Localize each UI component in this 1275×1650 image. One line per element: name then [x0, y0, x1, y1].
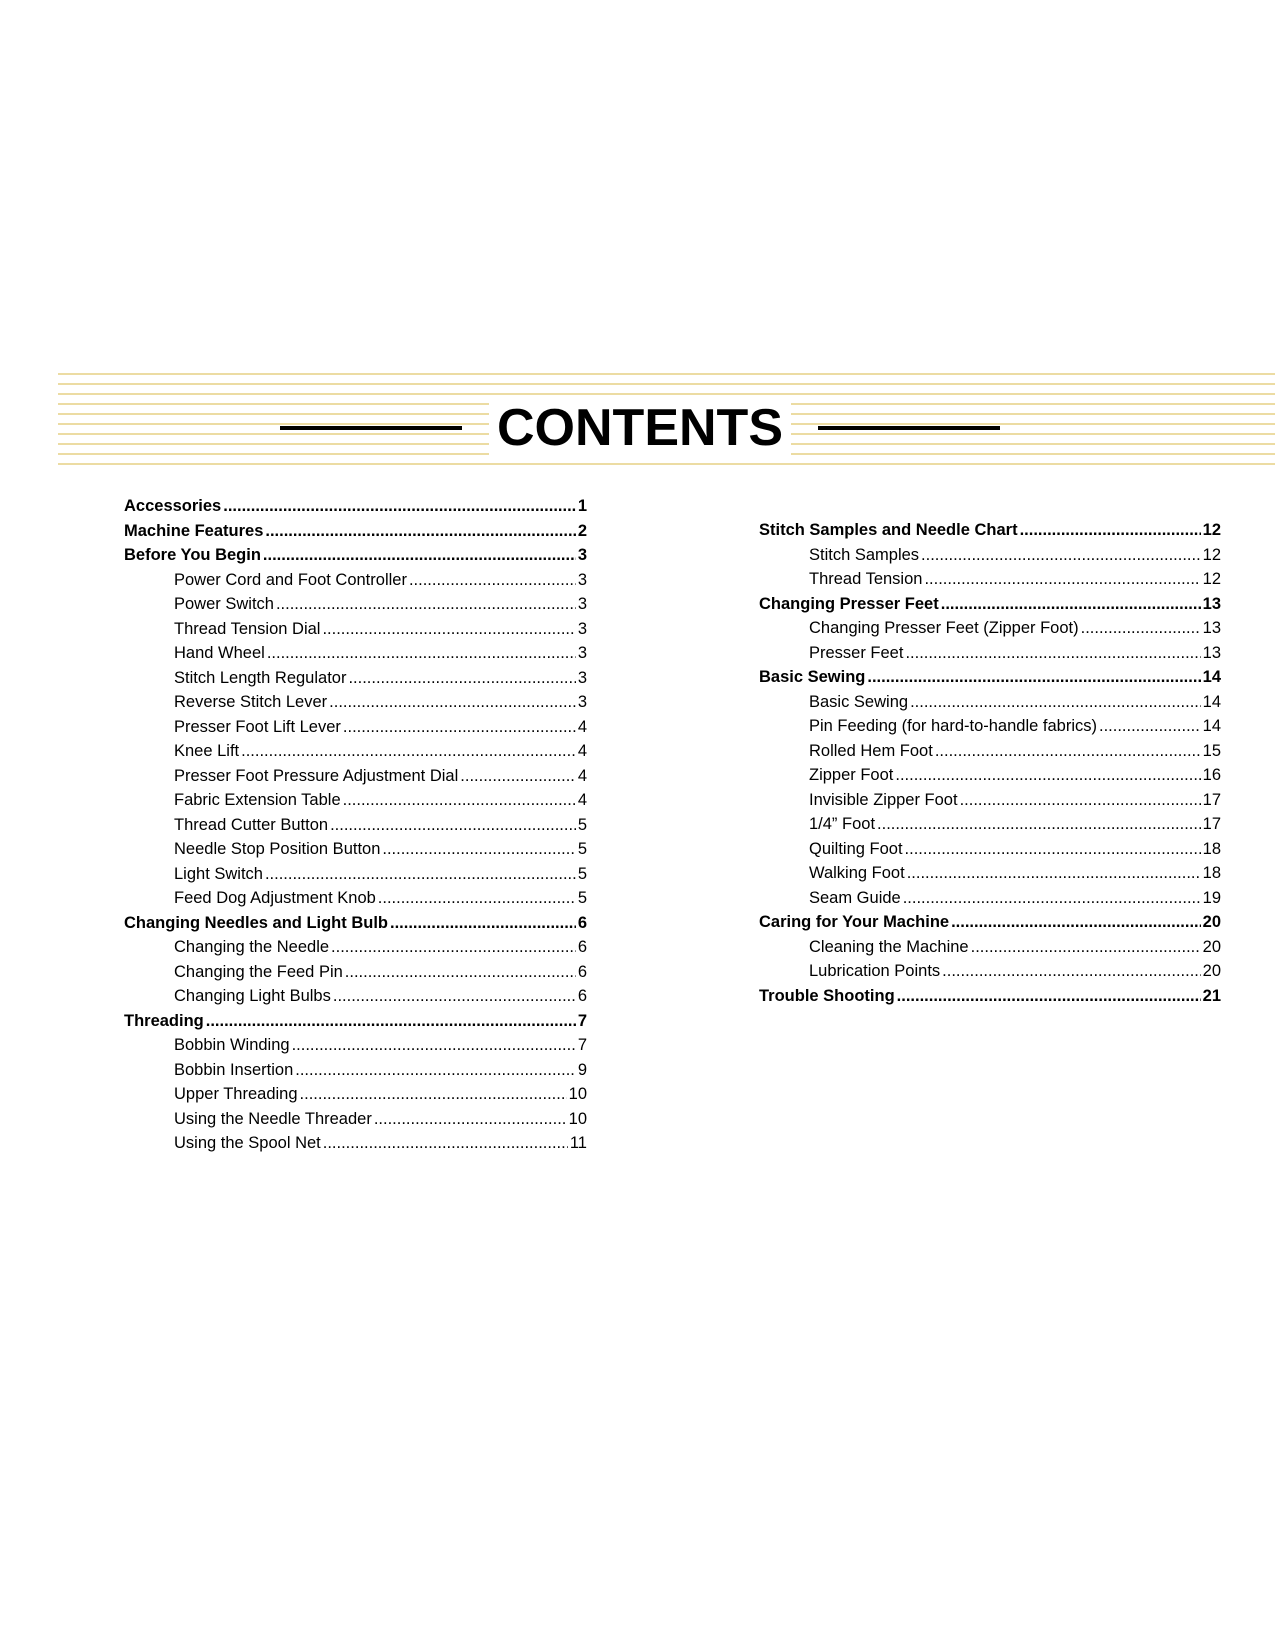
toc-subsection-entry[interactable]	[124, 963, 587, 988]
toc-section-entry[interactable]	[759, 595, 1221, 620]
toc-dot-leader	[343, 791, 576, 810]
toc-dot-leader	[265, 865, 576, 884]
toc-page-number: 18	[1202, 839, 1221, 858]
toc-page-number: 3	[577, 595, 587, 613]
toc-page-number: 3	[577, 693, 587, 711]
toc-dot-leader	[263, 546, 576, 565]
toc-dot-leader	[942, 962, 1200, 981]
toc-dot-leader	[1099, 717, 1201, 736]
toc-subsection-entry[interactable]	[124, 571, 587, 596]
toc-subsection-entry[interactable]	[124, 718, 587, 743]
toc-entry-label: Caring for Your Machine	[759, 913, 950, 931]
toc-dot-leader	[295, 1061, 576, 1080]
toc-page-number: 20	[1202, 913, 1221, 931]
toc-subsection-entry[interactable]	[759, 864, 1221, 889]
toc-subsection-entry[interactable]	[759, 742, 1221, 767]
toc-entry-label: Power Cord and Foot Controller	[174, 570, 407, 589]
toc-subsection-entry[interactable]	[124, 816, 587, 841]
toc-page-number: 12	[1202, 570, 1221, 588]
toc-page-number: 5	[577, 815, 587, 834]
toc-page-number: 17	[1202, 815, 1221, 833]
toc-dot-leader	[460, 767, 576, 786]
toc-page-number: 5	[577, 864, 587, 883]
toc-entry-label: Upper Threading	[174, 1085, 298, 1103]
toc-subsection-entry[interactable]	[124, 742, 587, 767]
toc-subsection-entry[interactable]	[124, 1134, 587, 1159]
toc-dot-leader	[292, 1036, 576, 1055]
toc-page-number: 17	[1202, 790, 1221, 809]
toc-section-entry[interactable]	[124, 1012, 587, 1037]
toc-page-number: 20	[1202, 937, 1221, 956]
toc-subsection-entry[interactable]	[759, 717, 1221, 742]
toc-subsection-entry[interactable]	[759, 962, 1221, 987]
toc-subsection-entry[interactable]	[124, 693, 587, 718]
toc-dot-leader	[905, 840, 1201, 859]
toc-dot-leader	[329, 693, 576, 712]
toc-page-number: 5	[577, 889, 587, 907]
toc-dot-leader	[331, 938, 576, 957]
toc-subsection-entry[interactable]	[124, 938, 587, 963]
toc-subsection-entry[interactable]	[759, 766, 1221, 791]
toc-page-number: 6	[577, 987, 587, 1005]
toc-entry-label: Accessories	[124, 497, 222, 515]
toc-page-number: 3	[577, 546, 587, 564]
toc-entry-label: Pin Feeding (for hard-to-handle fabrics)	[809, 717, 1097, 735]
toc-entry-label: Cleaning the Machine	[809, 937, 969, 956]
toc-entry-label: Lubrication Points	[809, 962, 941, 980]
toc-entry-label: Stitch Length Regulator	[174, 668, 347, 687]
toc-entry-label: Power Switch	[174, 595, 274, 613]
toc-dot-leader	[867, 668, 1200, 687]
toc-dot-leader	[267, 644, 576, 663]
toc-entry-label: Fabric Extension Table	[174, 791, 341, 809]
toc-subsection-entry[interactable]	[759, 840, 1221, 865]
toc-entry-label: Machine Features	[124, 521, 264, 540]
toc-dot-leader	[877, 815, 1201, 834]
toc-dot-leader	[223, 497, 576, 516]
toc-subsection-entry[interactable]	[759, 889, 1221, 914]
toc-subsection-entry[interactable]	[124, 889, 587, 914]
toc-entry-label: Walking Foot	[809, 864, 905, 882]
toc-section-entry[interactable]	[124, 546, 587, 571]
toc-entry-label: Thread Tension	[809, 570, 923, 588]
toc-section-entry[interactable]	[759, 987, 1221, 1012]
toc-page-number: 5	[577, 840, 587, 858]
toc-subsection-entry[interactable]	[124, 1036, 587, 1061]
title-rule-left	[280, 426, 462, 430]
toc-page-number: 6	[577, 913, 587, 932]
toc-dot-leader	[348, 669, 575, 688]
toc-page-number: 11	[569, 1134, 587, 1152]
toc-subsection-entry[interactable]	[759, 644, 1221, 669]
toc-dot-leader	[345, 963, 576, 982]
toc-right-column	[759, 521, 1221, 1011]
toc-dot-leader	[971, 938, 1201, 957]
toc-dot-leader	[924, 570, 1200, 589]
toc-page-number: 6	[577, 962, 587, 981]
toc-page-number: 18	[1202, 864, 1221, 882]
toc-page-number: 13	[1202, 619, 1221, 637]
toc-entry-label: Feed Dog Adjustment Knob	[174, 889, 376, 907]
toc-subsection-entry[interactable]	[759, 938, 1221, 963]
toc-dot-leader	[409, 571, 576, 590]
toc-subsection-entry[interactable]	[124, 791, 587, 816]
toc-page-number: 10	[568, 1085, 587, 1103]
toc-dot-leader	[276, 595, 576, 614]
toc-entry-label: Reverse Stitch Lever	[174, 693, 328, 711]
toc-page-number: 14	[1202, 692, 1221, 711]
toc-subsection-entry[interactable]	[124, 1110, 587, 1135]
toc-page-number: 14	[1202, 668, 1221, 686]
toc-dot-leader	[382, 840, 575, 859]
toc-section-entry[interactable]	[124, 914, 587, 939]
toc-dot-leader	[895, 766, 1200, 785]
toc-page-number: 15	[1202, 741, 1221, 760]
toc-entry-label: Changing the Needle	[174, 938, 330, 956]
toc-entry-label: Seam Guide	[809, 888, 901, 907]
toc-page-number: 7	[577, 1036, 587, 1054]
toc-subsection-entry[interactable]	[124, 1085, 587, 1110]
toc-entry-label: Hand Wheel	[174, 644, 265, 662]
toc-page-number: 9	[577, 1060, 587, 1079]
toc-entry-label: Threading	[124, 1011, 204, 1030]
toc-page-number: 6	[577, 938, 587, 956]
toc-dot-leader	[907, 864, 1201, 883]
toc-page-number: 7	[577, 1011, 587, 1030]
toc-left-column	[124, 497, 587, 1159]
toc-dot-leader	[897, 987, 1201, 1006]
toc-dot-leader	[1081, 619, 1201, 638]
toc-subsection-entry[interactable]	[124, 669, 587, 694]
toc-subsection-entry[interactable]	[124, 1061, 587, 1086]
toc-entry-label: Trouble Shooting	[759, 986, 895, 1005]
toc-dot-leader	[323, 1134, 568, 1153]
toc-entry-label: Thread Tension Dial	[174, 619, 321, 638]
toc-dot-leader	[333, 987, 576, 1006]
toc-entry-label: Changing Presser Feet	[759, 594, 939, 613]
toc-entry-label: Using the Needle Threader	[174, 1109, 372, 1128]
toc-entry-label: Thread Cutter Button	[174, 815, 329, 834]
toc-subsection-entry[interactable]	[759, 693, 1221, 718]
toc-dot-leader	[935, 742, 1201, 761]
toc-entry-label: Bobbin Winding	[174, 1036, 290, 1054]
toc-dot-leader	[903, 889, 1201, 908]
toc-page-number: 4	[577, 742, 587, 760]
toc-page-number: 12	[1202, 545, 1221, 564]
toc-entry-label: Changing the Feed Pin	[174, 962, 343, 981]
toc-entry-label: Quilting Foot	[809, 839, 903, 858]
toc-entry-label: Using the Spool Net	[174, 1134, 321, 1152]
toc-dot-leader	[343, 718, 576, 737]
toc-dot-leader	[374, 1110, 567, 1129]
toc-section-entry[interactable]	[759, 521, 1221, 546]
toc-dot-leader	[910, 693, 1201, 712]
toc-subsection-entry[interactable]	[124, 767, 587, 792]
toc-subsection-entry[interactable]	[759, 570, 1221, 595]
title-rule-right	[818, 426, 1000, 430]
toc-page-number: 21	[1202, 986, 1221, 1005]
toc-dot-leader	[905, 644, 1200, 663]
toc-subsection-entry[interactable]	[759, 791, 1221, 816]
toc-entry-label: Presser Feet	[809, 643, 904, 662]
toc-dot-leader	[921, 546, 1201, 565]
toc-dot-leader	[951, 913, 1201, 932]
toc-entry-label: Invisible Zipper Foot	[809, 790, 958, 809]
toc-subsection-entry[interactable]	[759, 546, 1221, 571]
toc-dot-leader	[206, 1012, 576, 1031]
toc-entry-label: Needle Stop Position Button	[174, 840, 381, 858]
toc-entry-label: Bobbin Insertion	[174, 1060, 294, 1079]
toc-section-entry[interactable]	[124, 522, 587, 547]
toc-entry-label: Zipper Foot	[809, 766, 894, 784]
toc-page-number: 4	[577, 791, 587, 809]
toc-entry-label: Changing Needles and Light Bulb	[124, 913, 388, 932]
toc-page-number: 13	[1202, 643, 1221, 662]
toc-page-number: 3	[577, 619, 587, 638]
toc-entry-label: Stitch Samples	[809, 545, 920, 564]
toc-entry-label: Basic Sewing	[759, 668, 866, 686]
toc-section-entry[interactable]	[759, 668, 1221, 693]
toc-dot-leader	[241, 742, 576, 761]
toc-dot-leader	[1020, 521, 1201, 540]
toc-dot-leader	[265, 522, 575, 541]
toc-dot-leader	[941, 595, 1201, 614]
toc-entry-label: Before You Begin	[124, 546, 261, 564]
toc-page-number: 4	[577, 717, 587, 736]
toc-entry-label: Rolled Hem Foot	[809, 741, 933, 760]
toc-dot-leader	[300, 1085, 567, 1104]
toc-page-number: 3	[577, 644, 587, 662]
toc-dot-leader	[960, 791, 1201, 810]
toc-section-entry[interactable]	[124, 497, 587, 522]
toc-page-number: 12	[1202, 521, 1221, 539]
toc-entry-label: Knee Lift	[174, 742, 240, 760]
toc-entry-label: Basic Sewing	[809, 692, 909, 711]
toc-dot-leader	[330, 816, 576, 835]
toc-section-entry[interactable]	[759, 913, 1221, 938]
toc-dot-leader	[390, 914, 576, 933]
toc-subsection-entry[interactable]	[124, 840, 587, 865]
toc-page-number: 16	[1202, 766, 1221, 784]
toc-subsection-entry[interactable]	[759, 815, 1221, 840]
toc-subsection-entry[interactable]	[124, 987, 587, 1012]
toc-dot-leader	[378, 889, 576, 908]
toc-page-number: 20	[1202, 962, 1221, 980]
toc-entry-label: Stitch Samples and Needle Chart	[759, 521, 1018, 539]
toc-subsection-entry[interactable]	[759, 619, 1221, 644]
page-title: CONTENTS	[489, 400, 791, 456]
toc-entry-label: 1/4” Foot	[809, 815, 876, 833]
toc-entry-label: Light Switch	[174, 864, 263, 883]
toc-page-number: 4	[577, 766, 587, 785]
toc-page-number: 2	[577, 521, 587, 540]
toc-page-number: 3	[577, 668, 587, 687]
toc-entry-label: Presser Foot Pressure Adjustment Dial	[174, 766, 459, 785]
title-block	[280, 400, 1000, 456]
toc-subsection-entry[interactable]	[124, 865, 587, 890]
toc-entry-label: Changing Presser Feet (Zipper Foot)	[809, 619, 1079, 637]
toc-entry-label: Changing Light Bulbs	[174, 987, 331, 1005]
toc-page-number: 10	[568, 1109, 587, 1128]
toc-page-number: 14	[1202, 717, 1221, 735]
toc-page-number: 13	[1202, 594, 1221, 613]
toc-dot-leader	[322, 620, 575, 639]
toc-subsection-entry[interactable]	[124, 644, 587, 669]
toc-page-number: 19	[1202, 888, 1221, 907]
toc-subsection-entry[interactable]	[124, 595, 587, 620]
toc-page-number: 1	[577, 497, 587, 515]
toc-page-number: 3	[577, 570, 587, 589]
toc-subsection-entry[interactable]	[124, 620, 587, 645]
toc-entry-label: Presser Foot Lift Lever	[174, 717, 341, 736]
